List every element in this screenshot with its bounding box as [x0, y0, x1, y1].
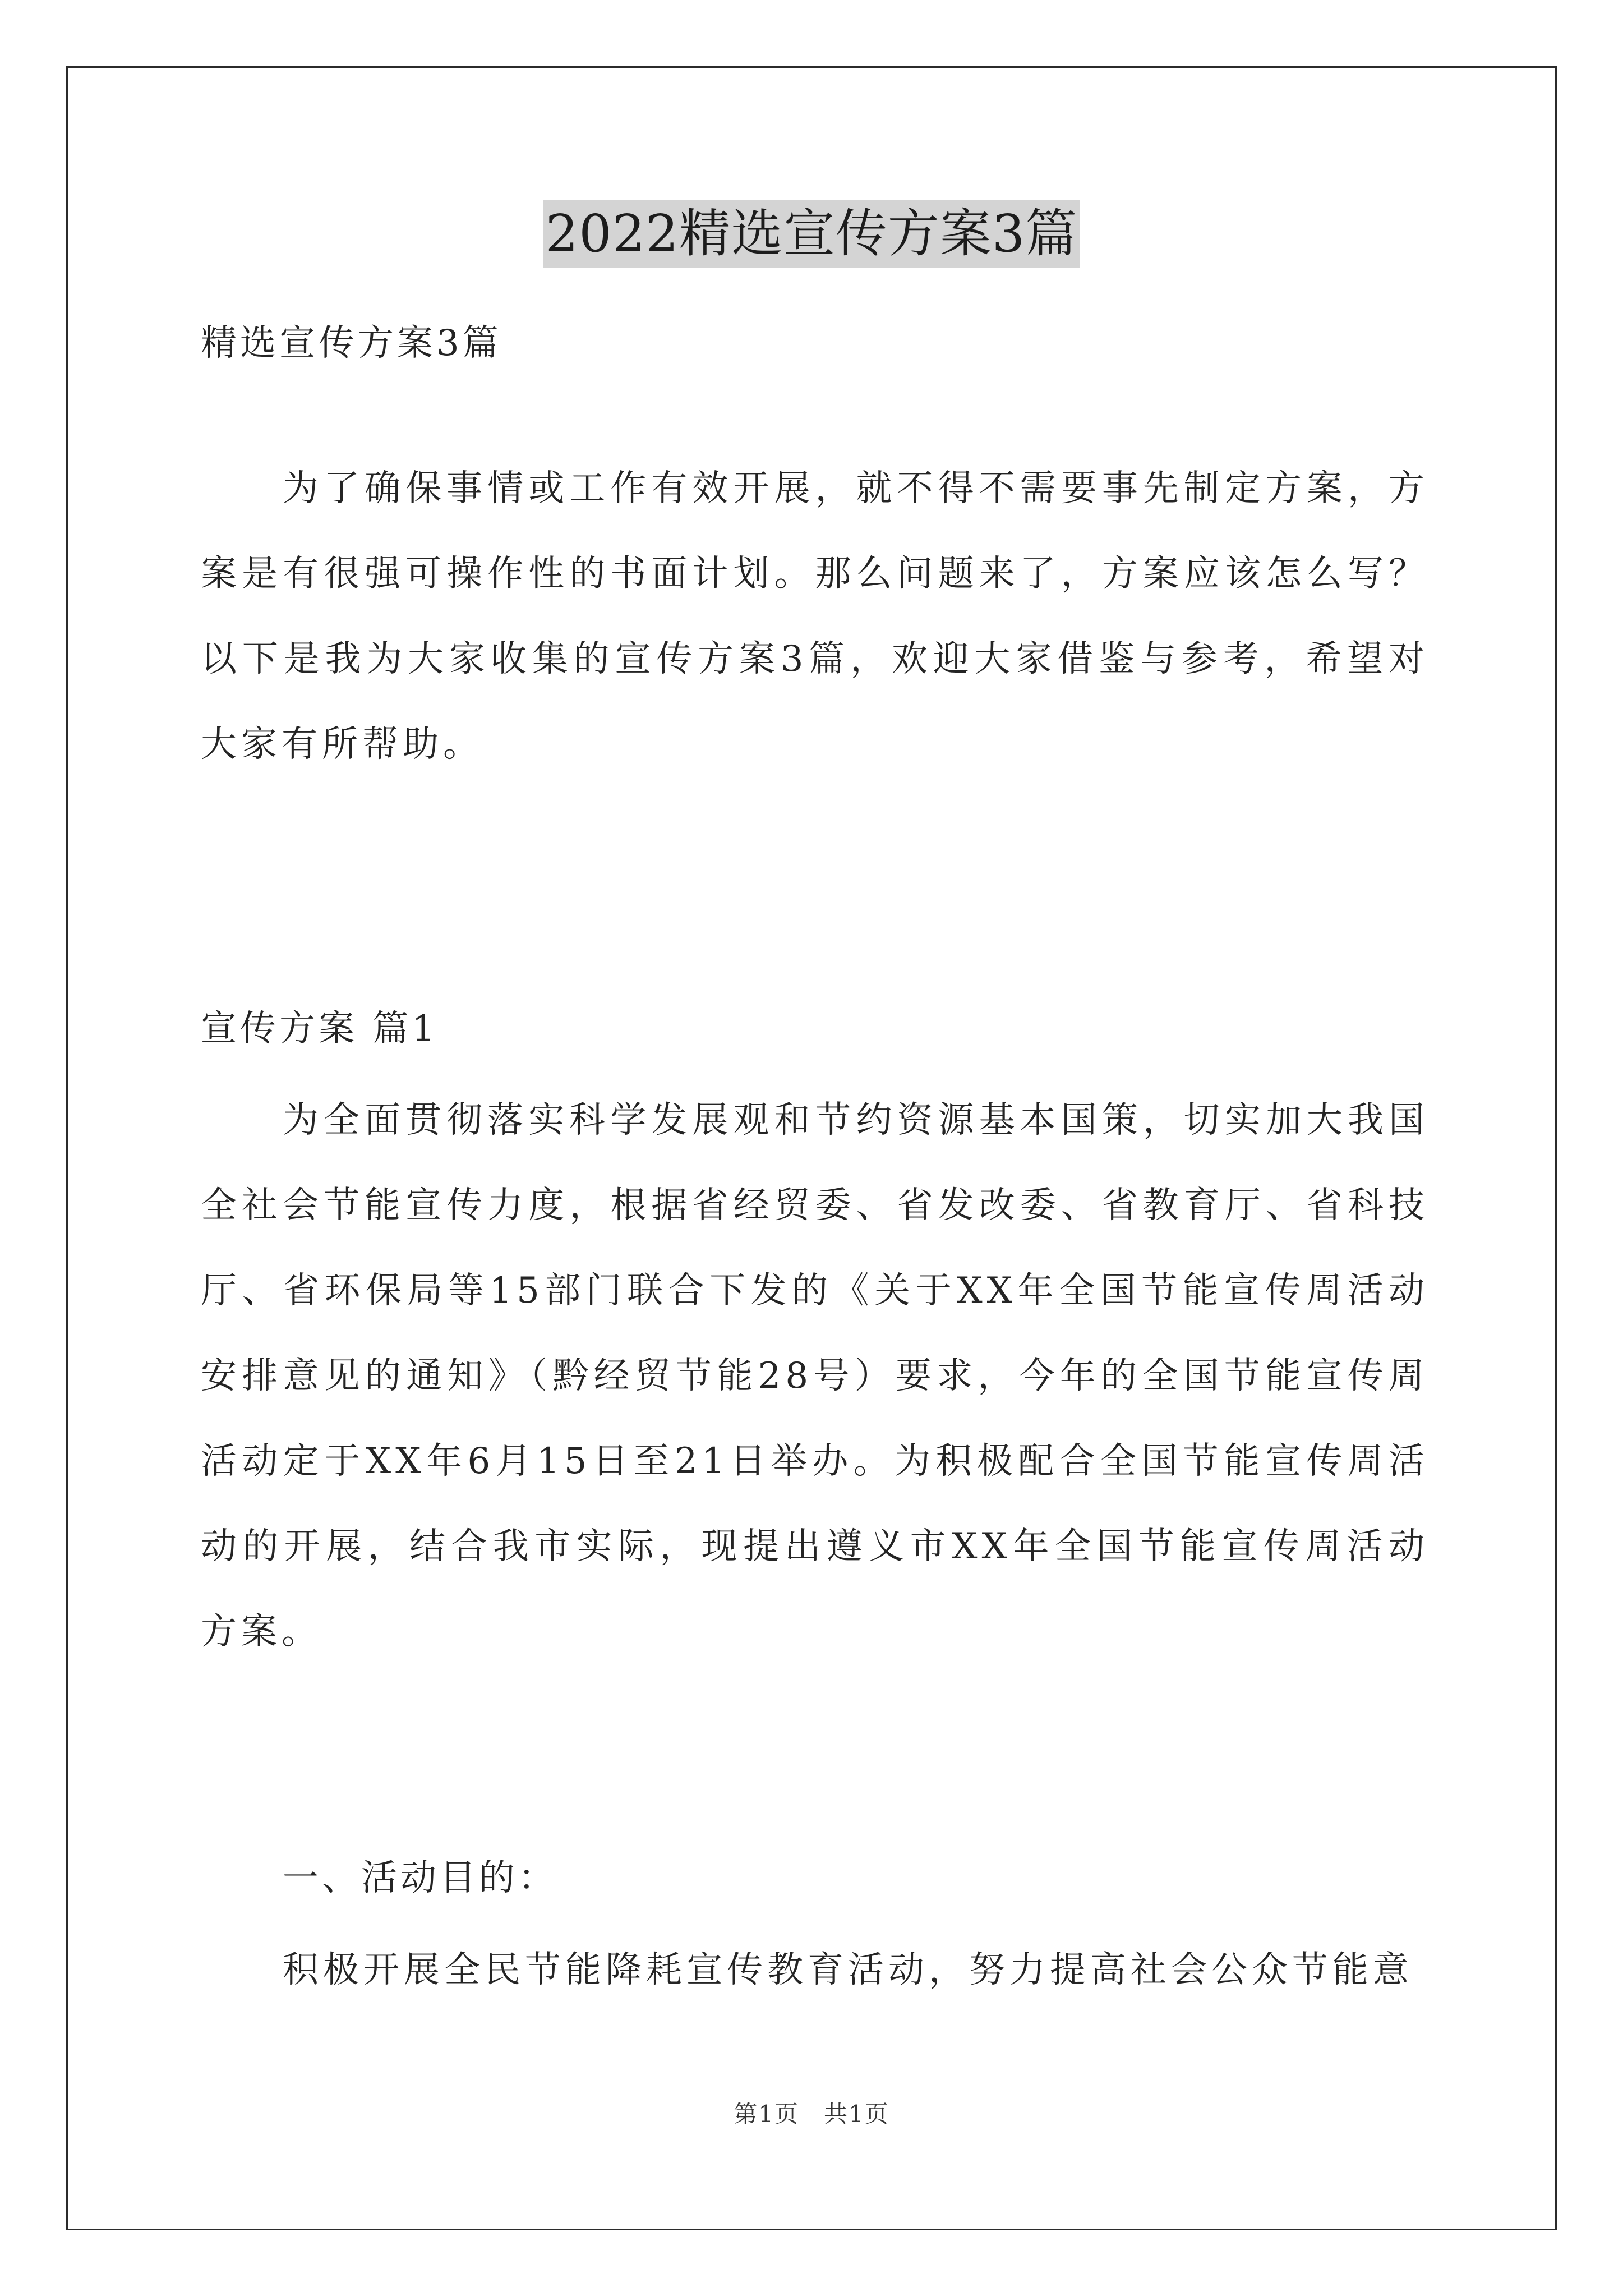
last-paragraph: 积极开展全民节能降耗宣传教育活动，努力提高社会公众节能意	[283, 1949, 1413, 1991]
section-paragraph: 为全面贯彻落实科学发展观和节约资源基本国策，切实加大我国全社会节能宣传力度，根据省经贸委、省发改委、省教育厅、省科技厅、省环保局等15部门联合下发的《关于XX年全国节能宣传周活动安排意见的通知》（黔经贸节能28号）要求，今年的全国节能宣传周活动定于XX年6月15日至21日举办。为积极配合全国节能宣传周活动的开展，结合我市实际，现提出遵义市XX年全国节能宣传周活动方案。	[201, 1099, 1429, 1653]
sub-heading: 一、活动目的：	[283, 1857, 557, 1899]
section-heading: 宣传方案 篇1	[201, 1008, 439, 1050]
document-subtitle: 精选宣传方案3篇	[201, 323, 502, 364]
intro-paragraph: 为了确保事情或工作有效开展，就不得不需要事先制定方案，方案是有很强可操作性的书面计划。那么问题来了，方案应该怎么写？以下是我为大家收集的宣传方案3篇，欢迎大家借鉴与参考，希望对大家有所帮助。	[201, 468, 1429, 765]
page-title: 2022精选宣传方案3篇	[543, 200, 1080, 268]
page-footer: 第1页 共1页	[734, 2100, 889, 2128]
title-container	[0, 200, 1623, 268]
